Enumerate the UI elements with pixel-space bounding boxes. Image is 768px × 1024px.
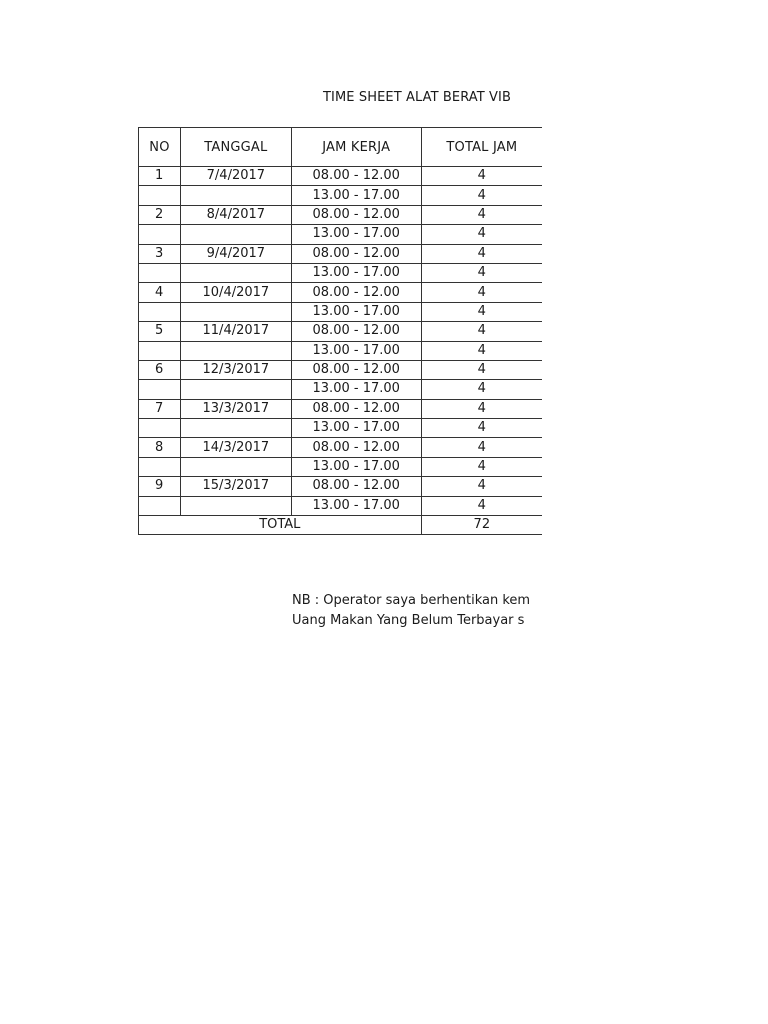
cell-no: 8 [139, 438, 181, 457]
cell-total-jam: 4 [421, 360, 542, 379]
cell-tanggal [180, 380, 291, 399]
cell-jam-kerja: 08.00 - 12.00 [291, 438, 421, 457]
table-row [139, 244, 543, 263]
cell-no: 3 [139, 244, 181, 263]
table-row [139, 399, 543, 418]
cell-tanggal: 7/4/2017 [180, 167, 291, 186]
table-row [139, 438, 543, 457]
table-row [139, 167, 543, 186]
cell-tanggal [180, 457, 291, 476]
cell-no [139, 263, 181, 282]
note-line-2: Uang Makan Yang Belum Terbayar s [292, 613, 525, 628]
cell-jam-kerja: 08.00 - 12.00 [291, 244, 421, 263]
cell-jam-kerja: 08.00 - 12.00 [291, 205, 421, 224]
cell-tanggal [180, 419, 291, 438]
cell-no: 7 [139, 399, 181, 418]
cell-jam-kerja: 08.00 - 12.00 [291, 360, 421, 379]
cell-total-jam: 4 [421, 399, 542, 418]
cell-tanggal [180, 225, 291, 244]
cell-tanggal [180, 496, 291, 515]
cell-no: 6 [139, 360, 181, 379]
cell-tanggal [180, 186, 291, 205]
table-row [139, 360, 543, 379]
cell-tanggal: 11/4/2017 [180, 322, 291, 341]
table-row [139, 477, 543, 496]
cell-jam-kerja: 13.00 - 17.00 [291, 186, 421, 205]
table-row [139, 205, 543, 224]
cell-jam-kerja: 13.00 - 17.00 [291, 380, 421, 399]
table-row [139, 496, 543, 515]
header-row [139, 128, 543, 167]
cell-total-jam: 4 [421, 438, 542, 457]
cell-no: 4 [139, 283, 181, 302]
cell-no [139, 186, 181, 205]
cell-total-jam: 4 [421, 244, 542, 263]
cell-jam-kerja: 13.00 - 17.00 [291, 302, 421, 321]
cell-tanggal: 13/3/2017 [180, 399, 291, 418]
cell-jam-kerja: 08.00 - 12.00 [291, 283, 421, 302]
cell-no: 9 [139, 477, 181, 496]
header-tanggal: TANGGAL [180, 128, 291, 167]
cell-no [139, 496, 181, 515]
cell-total-jam: 4 [421, 283, 542, 302]
cell-tanggal [180, 341, 291, 360]
table-row [139, 186, 543, 205]
table-row [139, 322, 543, 341]
cell-jam-kerja: 13.00 - 17.00 [291, 419, 421, 438]
cell-jam-kerja: 08.00 - 12.00 [291, 477, 421, 496]
cell-no [139, 341, 181, 360]
table-body [139, 167, 543, 516]
cell-jam-kerja: 13.00 - 17.00 [291, 341, 421, 360]
cell-total-jam: 4 [421, 167, 542, 186]
table-row [139, 263, 543, 282]
cell-tanggal: 8/4/2017 [180, 205, 291, 224]
cell-tanggal [180, 263, 291, 282]
cell-total-jam: 4 [421, 457, 542, 476]
cell-total-jam: 4 [421, 380, 542, 399]
table-row [139, 380, 543, 399]
table-row [139, 457, 543, 476]
cell-jam-kerja: 08.00 - 12.00 [291, 399, 421, 418]
cell-total-jam: 4 [421, 419, 542, 438]
cell-no [139, 457, 181, 476]
header-total-jam: TOTAL JAM [421, 128, 542, 167]
cell-jam-kerja: 08.00 - 12.00 [291, 167, 421, 186]
cell-tanggal [180, 302, 291, 321]
cell-no [139, 419, 181, 438]
table-row [139, 283, 543, 302]
cell-no: 1 [139, 167, 181, 186]
table-row [139, 225, 543, 244]
total-row [139, 516, 543, 535]
cell-no [139, 380, 181, 399]
table-row [139, 341, 543, 360]
table-row [139, 302, 543, 321]
cell-jam-kerja: 08.00 - 12.00 [291, 322, 421, 341]
cell-no: 2 [139, 205, 181, 224]
timesheet-table [138, 127, 542, 535]
total-label: TOTAL [139, 516, 422, 535]
cell-total-jam: 4 [421, 477, 542, 496]
cell-tanggal: 12/3/2017 [180, 360, 291, 379]
cell-total-jam: 4 [421, 225, 542, 244]
cell-no [139, 302, 181, 321]
cell-total-jam: 4 [421, 263, 542, 282]
header-no: NO [139, 128, 181, 167]
cell-jam-kerja: 13.00 - 17.00 [291, 263, 421, 282]
cell-total-jam: 4 [421, 496, 542, 515]
cell-jam-kerja: 13.00 - 17.00 [291, 496, 421, 515]
total-value: 72 [421, 516, 542, 535]
cell-tanggal: 15/3/2017 [180, 477, 291, 496]
cell-tanggal: 10/4/2017 [180, 283, 291, 302]
cell-total-jam: 4 [421, 186, 542, 205]
cell-tanggal: 14/3/2017 [180, 438, 291, 457]
note-line-1: NB : Operator saya berhentikan kem [292, 593, 531, 608]
header-jam-kerja: JAM KERJA [291, 128, 421, 167]
cell-tanggal: 9/4/2017 [180, 244, 291, 263]
cell-total-jam: 4 [421, 302, 542, 321]
cell-total-jam: 4 [421, 205, 542, 224]
page-title: TIME SHEET ALAT BERAT VIB [323, 90, 511, 105]
cell-total-jam: 4 [421, 322, 542, 341]
cell-jam-kerja: 13.00 - 17.00 [291, 225, 421, 244]
cell-total-jam: 4 [421, 341, 542, 360]
cell-no: 5 [139, 322, 181, 341]
cell-no [139, 225, 181, 244]
cell-jam-kerja: 13.00 - 17.00 [291, 457, 421, 476]
table-row [139, 419, 543, 438]
